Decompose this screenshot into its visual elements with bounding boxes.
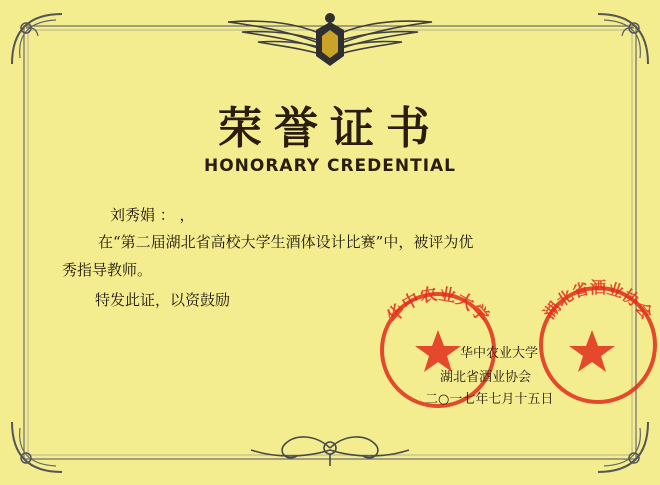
- certificate-title-chinese: 荣誉证书: [218, 103, 442, 154]
- issue-date: 二○一七年七月十五日: [425, 392, 554, 407]
- seal-hubei-wine-association: [540, 278, 657, 402]
- seal-1-text: 华中农业大学: [383, 284, 493, 327]
- encouragement-text: 特发此证，以资鼓励: [95, 291, 231, 309]
- award-text-line-2: 秀指导教师。: [62, 261, 153, 279]
- recipient-line: 刘秀娟 ： ，: [110, 206, 195, 224]
- issuer-hubei-wine-association: 湖北省酒业协会: [440, 370, 532, 385]
- certificate-title-english: HONORARY CREDENTIAL: [203, 156, 457, 176]
- svg-text:华中农业大学: [383, 284, 494, 327]
- svg-text:湖北省酒业协会: [540, 278, 657, 323]
- seal-2-text: 湖北省酒业协会: [539, 278, 657, 323]
- award-text-line-1: 在“第二届湖北省高校大学生酒体设计比赛”中，被评为优: [98, 233, 474, 251]
- issuer-huazhong-agricultural-university: 华中农业大学: [460, 346, 539, 361]
